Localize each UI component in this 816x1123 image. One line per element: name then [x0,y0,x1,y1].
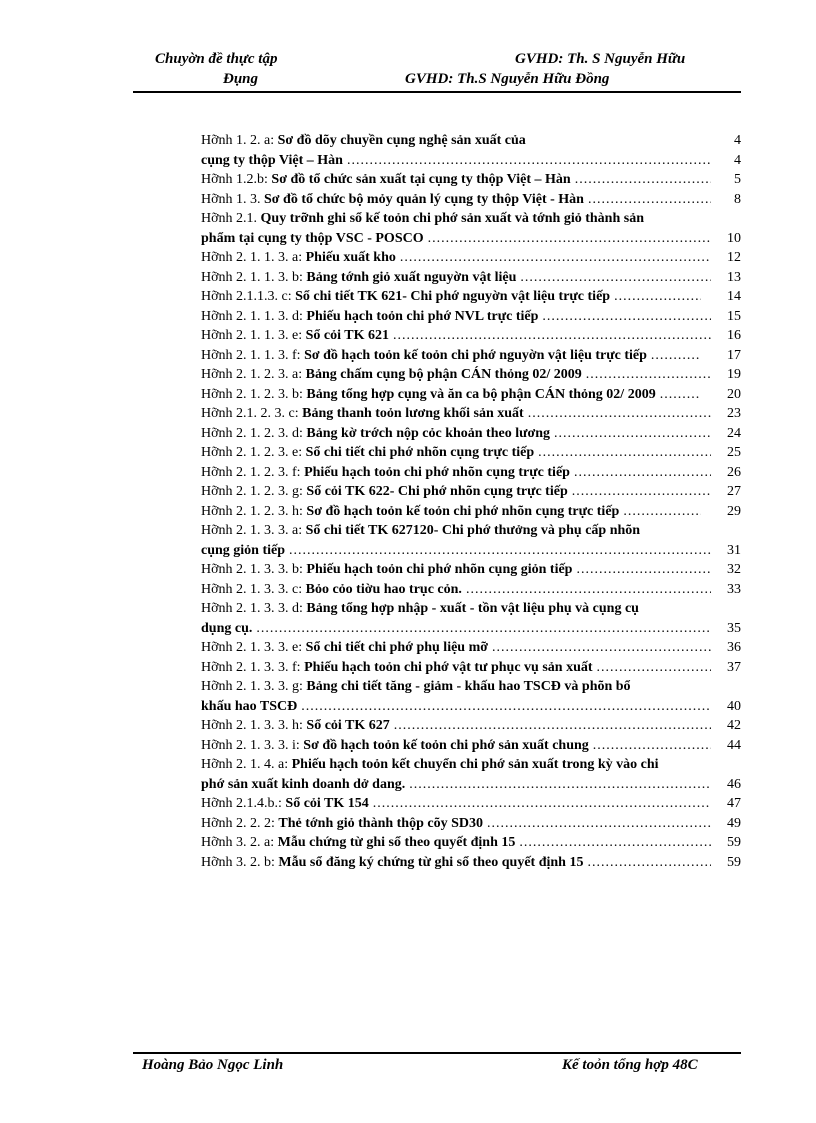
toc-leader-dots [597,658,711,678]
toc-line-continued [201,151,741,171]
toc-title: Bảng chi tiết tăng - giảm - khấu hao TSCĐ và phõn bổ [306,679,631,694]
toc-title: Quy trỡnh ghi sổ kế toỏn chi phớ sản xuất và tớnh giỏ thành sản [260,211,644,226]
toc-prefix: Hỡnh 1.2.b: [201,172,272,187]
toc-title: Bảng chấm cụng bộ phận CÁN thỏng 02/ 2009 [305,367,582,382]
toc-page-number: 10 [727,230,741,246]
footer-class: Kế toỏn tổng hợp 48C [562,1057,698,1073]
toc-label [201,716,390,736]
toc-title: Sổ cỏi TK 622- Chi phớ nhõn cụng trực tiếp [306,484,568,499]
toc-prefix: Hỡnh 2.1. [201,211,261,226]
toc-title: Sổ chi tiết TK 627120- Chi phớ thưởng và phụ cấp nhõn [305,523,641,538]
toc-leader-dots [587,853,711,873]
toc-entry[interactable] [201,794,741,814]
toc-entry[interactable] [201,638,741,658]
toc-entry[interactable] [201,424,741,444]
toc-line [201,326,741,346]
toc-line [201,131,741,151]
toc-label [201,521,640,541]
toc-title-continued: cụng giỏn tiếp [201,542,286,558]
toc-label [201,599,639,619]
toc-label [201,853,583,873]
toc-title-continued: cụng ty thộp Việt – Hàn [201,152,343,168]
toc-line [201,599,741,619]
toc-line [201,716,741,736]
toc-title: Phiếu hạch toỏn chi phớ vật tư phục vụ sản xuất [304,659,593,675]
toc-prefix: Hỡnh 2. 1. 2. 3. e: [201,445,306,460]
toc-title: Sổ cỏi TK 627 [306,718,390,733]
toc-prefix: Hỡnh 2. 1. 3. 3. i: [201,737,304,753]
toc-prefix: Hỡnh 2. 1. 2. 3. g: [201,484,307,499]
toc-label [201,287,610,307]
toc-title: Phiếu xuất kho [305,250,396,265]
toc-line-continued [201,775,741,795]
toc-entry[interactable] [201,502,741,522]
toc-label [201,794,369,814]
toc-page-number: 4 [734,133,741,148]
toc-label [201,833,515,853]
toc-entry[interactable] [201,736,741,756]
toc-line [201,404,741,424]
toc-line [201,853,741,873]
header-right-line1: GVHD: Th. S Nguyễn Hữu [515,51,686,67]
toc-leader-dots [538,443,711,463]
toc-entry[interactable] [201,443,741,463]
toc-line [201,209,741,229]
toc-page-number: 8 [734,191,741,207]
toc-line-continued [201,229,741,249]
toc-page-number: 59 [727,835,741,850]
toc-prefix: Hỡnh 2. 1. 4. a: [201,757,292,772]
toc-title-continued: khấu hao TSCĐ [201,698,298,714]
toc-label [201,560,572,580]
toc-page-number: 5 [734,172,741,187]
footer-author: Hoàng Bảo Ngọc Linh [142,1057,284,1073]
toc-prefix: Hỡnh 2. 1. 1. 3. f: [201,347,305,363]
toc-prefix: Hỡnh 2. 1. 2. 3. d: [201,425,307,441]
toc-line [201,482,741,502]
toc-line [201,502,741,522]
toc-title: Sơ đồ hạch toỏn kế toỏn chi phớ nguyờn vật liệu trực tiếp [304,347,647,363]
toc-title: Sơ đồ tổ chức bộ mỏy quản lý cụng ty thộp Việt - Hàn [264,191,584,207]
toc-line [201,248,741,268]
toc-prefix: Hỡnh 2. 1. 1. 3. d: [201,308,307,324]
toc-page-number: 35 [727,620,741,636]
toc-prefix: Hỡnh 2. 1. 1. 3. b: [201,269,307,285]
toc-page-number: 19 [727,367,741,382]
toc-leader-dots [623,502,701,522]
toc-entry[interactable] [201,346,741,366]
toc-entry[interactable] [201,716,741,736]
toc-page-number: 46 [727,776,741,792]
toc-prefix: Hỡnh 2.1. 2. 3. c: [201,406,303,421]
toc-leader-dots [586,365,711,385]
toc-label [201,424,550,444]
toc-entry[interactable] [201,814,741,834]
toc-line [201,463,741,483]
toc-entry[interactable] [201,755,741,794]
toc-title: Sổ chi tiết chi phớ nhõn cụng trực tiếp [305,445,535,460]
toc-leader-dots [256,619,711,639]
toc-prefix: Hỡnh 2.1.4.b.: [201,796,286,811]
toc-page-number: 20 [727,386,741,402]
toc-entry[interactable] [201,170,741,190]
toc-entry[interactable] [201,248,741,268]
toc-line [201,580,741,600]
toc-label [201,268,516,288]
toc-leader-dots [554,424,711,444]
toc-page-number: 49 [727,815,741,831]
toc-prefix: Hỡnh 1. 2. a: [201,133,278,148]
header-left-line2: Đụng [223,71,259,87]
toc-label [201,814,483,834]
toc-page-number: 44 [727,737,741,753]
toc-leader-dots [289,541,711,561]
toc-title: Sơ đồ tổ chức sản xuất tại cụng ty thộp Việt – Hàn [271,172,571,187]
toc-page-number: 16 [727,328,741,343]
toc-prefix: Hỡnh 2. 1. 3. 3. a: [201,523,306,538]
toc-prefix: Hỡnh 2. 1. 2. 3. f: [201,464,305,480]
toc-page-number: 47 [727,796,741,811]
toc-prefix: Hỡnh 2. 1. 1. 3. e: [201,328,306,343]
toc-leader-dots [542,307,711,327]
toc-line [201,833,741,853]
toc-page-number: 23 [727,406,741,421]
toc-title: Bảng tổng hợp nhập - xuất - tồn vật liệu phụ và cụng cụ [306,601,639,616]
toc-leader-dots [660,385,701,405]
toc-line [201,424,741,444]
toc-leader-dots [428,229,711,249]
toc-label [201,190,584,210]
toc-prefix: Hỡnh 2. 1. 3. 3. b: [201,562,307,577]
toc-label [201,755,659,775]
toc-entry[interactable] [201,287,741,307]
toc-page-number: 59 [727,854,741,870]
toc-entry[interactable] [201,131,741,170]
toc-page-number: 15 [727,308,741,324]
toc-leader-dots [588,190,711,210]
toc-line [201,287,741,307]
toc-title: Bảng tớnh giỏ xuất nguyờn vật liệu [306,269,517,285]
toc-line [201,814,741,834]
toc-line [201,307,741,327]
toc-entry[interactable] [201,560,741,580]
toc-page-number: 40 [727,698,741,714]
toc-leader-dots [528,404,711,424]
toc-entry[interactable] [201,463,741,483]
toc-title-continued: phẩm tại cụng ty thộp VSC - POSCO [201,230,424,246]
toc-title: Phiếu hạch toỏn chi phớ nhõn cụng trực tiếp [304,464,570,480]
toc-entry[interactable] [201,853,741,873]
toc-title: Bảng tổng hợp cụng và ăn ca bộ phận CÁN thỏng 02/ 2009 [306,386,656,402]
toc-label [201,736,589,756]
toc-leader-dots [575,170,711,190]
toc-title: Sổ cỏi TK 154 [285,796,369,811]
toc-leader-dots [492,638,711,658]
toc-label [201,482,568,502]
toc-entry[interactable] [201,190,741,210]
toc-label [201,170,571,190]
toc-label [201,677,631,697]
toc-line [201,677,741,697]
toc-label [201,638,488,658]
toc-leader-dots [572,482,711,502]
toc-label [201,346,647,366]
toc-title-continued: dụng cụ. [201,620,253,636]
toc-entry[interactable] [201,385,741,405]
toc-prefix: Hỡnh 2. 1. 3. 3. h: [201,718,307,733]
toc-entry[interactable] [201,580,741,600]
toc-prefix: Hỡnh 2.1.1.3. c: [201,289,296,304]
toc-prefix: Hỡnh 1. 3. [201,191,265,207]
toc-leader-dots [519,833,711,853]
toc-leader-dots [409,775,711,795]
toc-title: Phiếu hạch toỏn kết chuyển chi phớ sản xuất trong kỳ vào chi [291,757,659,772]
toc-entry[interactable] [201,268,741,288]
toc-entry[interactable] [201,365,741,385]
toc-line [201,268,741,288]
toc-line [201,365,741,385]
toc-line [201,736,741,756]
toc-leader-dots [593,736,711,756]
toc-prefix: Hỡnh 2. 1. 3. 3. f: [201,659,305,675]
toc-line-continued [201,541,741,561]
toc-entry[interactable] [201,307,741,327]
toc-title: Sổ cỏi TK 621 [305,328,389,343]
toc-page-number: 17 [727,347,741,363]
toc-prefix: Hỡnh 3. 2. a: [201,835,278,850]
toc-title: Sơ đồ hạch toỏn kế toỏn chi phớ sản xuất chung [303,737,589,753]
toc-title: Mẫu sổ đăng ký chứng từ ghi sổ theo quyết định 15 [278,854,584,870]
toc-page-number: 33 [727,581,741,597]
toc-line [201,755,741,775]
toc-label [201,365,582,385]
toc-page-number: 4 [734,152,741,168]
toc-entry[interactable] [201,404,741,424]
toc-label [201,326,389,346]
toc-label [201,307,538,327]
toc-leader-dots [576,560,711,580]
toc-leader-dots [520,268,711,288]
toc-prefix: Hỡnh 2. 1. 3. 3. e: [201,640,306,655]
toc-prefix: Hỡnh 2. 1. 3. 3. c: [201,581,306,597]
toc-entry[interactable] [201,326,741,346]
toc-page-number: 26 [727,464,741,480]
toc-page-number: 13 [727,269,741,285]
toc-prefix: Hỡnh 2. 1. 2. 3. b: [201,386,307,402]
toc-leader-dots [487,814,711,834]
header-left-line1: Chuyờn đề thực tập [155,51,278,67]
toc-leader-dots [347,151,711,171]
toc-title: Sơ đồ dõy chuyền cụng nghệ sản xuất của [277,133,526,148]
toc-title: Sổ chi tiết TK 621- Chi phớ nguyờn vật liệu trực tiếp [295,289,611,304]
toc-title: Phiếu hạch toỏn chi phớ nhõn cụng giỏn tiếp [306,562,573,577]
toc-entry[interactable] [201,677,741,716]
toc-prefix: Hỡnh 2. 1. 2. 3. a: [201,367,306,382]
toc-leader-dots [466,580,711,600]
toc-prefix: Hỡnh 2. 1. 3. 3. d: [201,601,307,616]
toc-leader-dots [393,326,711,346]
toc-prefix: Hỡnh 2. 1. 3. 3. g: [201,679,307,694]
toc-line [201,170,741,190]
toc-page-number: 27 [727,484,741,499]
toc-entry[interactable] [201,482,741,502]
toc-label [201,385,656,405]
toc-prefix: Hỡnh 2. 2. 2: [201,815,279,831]
toc-leader-dots [574,463,711,483]
header-right-line2: GVHD: Th.S Nguyễn Hữu Đồng [405,71,610,87]
toc-line [201,346,741,366]
toc-page-number: 37 [727,659,741,675]
toc-page-number: 31 [727,542,741,558]
toc-line-continued [201,697,741,717]
toc-title: Bỏo cỏo tiờu hao trục cỏn. [305,581,462,597]
table-of-figures [201,131,741,872]
toc-line [201,385,741,405]
toc-label [201,658,593,678]
toc-leader-dots [394,716,711,736]
toc-prefix: Hỡnh 2. 1. 2. 3. h: [201,503,307,519]
toc-line [201,443,741,463]
toc-entry[interactable] [201,521,741,560]
toc-entry[interactable] [201,599,741,638]
toc-prefix: Hỡnh 3. 2. b: [201,854,279,870]
toc-line [201,794,741,814]
toc-page-number: 24 [727,425,741,441]
toc-page-number: 25 [727,445,741,460]
toc-title: Mẫu chứng từ ghi sổ theo quyết định 15 [277,835,516,850]
header-rule [133,91,741,93]
toc-label [201,463,570,483]
toc-line [201,560,741,580]
toc-leader-dots [373,794,711,814]
toc-title: Thẻ tớnh giỏ thành thộp cõy SD30 [278,815,483,831]
footer-rule [133,1052,741,1054]
toc-page-number: 36 [727,640,741,655]
toc-entry[interactable] [201,209,741,248]
toc-title: Bảng kờ trớch nộp cỏc khoản theo lương [306,425,551,441]
toc-label [201,580,462,600]
toc-title: Phiếu hạch toỏn chi phớ NVL trực tiếp [306,308,539,324]
toc-label [201,502,619,522]
toc-label [201,404,524,424]
toc-label [201,131,526,151]
toc-line [201,638,741,658]
toc-leader-dots [301,697,711,717]
toc-page-number: 12 [727,250,741,265]
toc-label [201,248,396,268]
toc-title: Sơ đồ hạch toỏn kế toỏn chi phớ nhõn cụng trực tiếp [306,503,620,519]
toc-title: Bảng thanh toỏn lương khối sản xuất [302,406,524,421]
toc-leader-dots [651,346,701,366]
toc-line [201,658,741,678]
toc-page-number: 32 [727,562,741,577]
toc-page-number: 42 [727,718,741,733]
toc-label [201,209,644,229]
toc-title-continued: phớ sản xuất kinh doanh dở dang. [201,776,406,792]
toc-label [201,443,534,463]
toc-prefix: Hỡnh 2. 1. 1. 3. a: [201,250,306,265]
toc-entry[interactable] [201,658,741,678]
toc-line [201,521,741,541]
toc-title: Sổ chi tiết chi phớ phụ liệu mỡ [305,640,488,655]
toc-line [201,190,741,210]
toc-line-continued [201,619,741,639]
toc-leader-dots [614,287,701,307]
toc-page-number: 14 [727,289,741,304]
toc-entry[interactable] [201,833,741,853]
toc-page-number: 29 [727,503,741,519]
toc-leader-dots [400,248,711,268]
